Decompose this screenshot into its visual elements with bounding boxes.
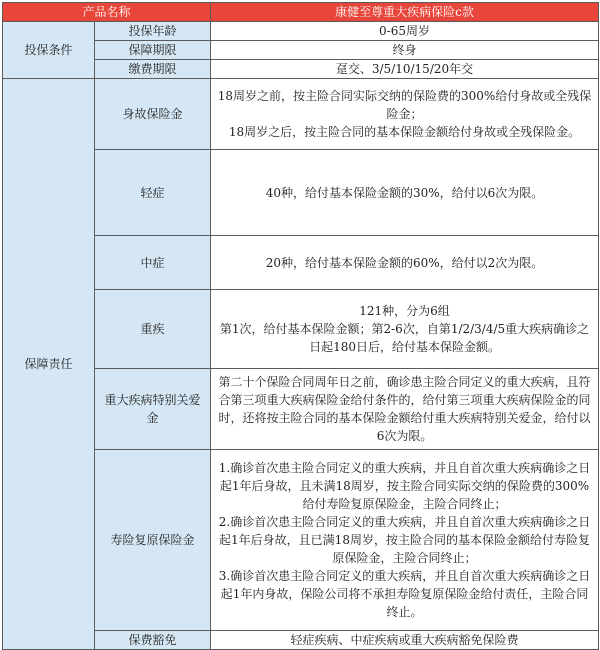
row-item: 保费豁免 [95,631,211,650]
row-item: 轻症 [95,150,211,236]
row-value: 0-65周岁 [211,22,599,41]
section-label-conditions: 投保条件 [3,22,95,79]
row-value: 终身 [211,41,599,60]
row-value: 40种，给付基本保险金额的30%，给付以6次为限。 [211,150,599,236]
row-value: 20种，给付基本保险金额的60%，给付以2次为限。 [211,236,599,290]
header-product-name-label: 产品名称 [3,3,211,22]
row-item: 中症 [95,236,211,290]
row-value: 1.确诊首次患主险合同定义的重大疾病，并且自首次重大疾病确诊之日起1年后身故，且未满18周岁，按主险合同实际交纳的保险费的300%给付寿险复原保险金，主险合同终止； 2.确诊首次患主险合同定义的重大疾病，并且自首次重大疾病确诊之日起1年后身故，且已满18周岁，按主险合同的基本保险金额给付寿险复原保险金，主险合同终止； 3.确诊首次患主险合同定义的重大疾病，并且自首次重大疾病确诊之日起1年内身故，保险公司将不承担寿险复原保险金给付责任，主险合同终止。 [211,450,599,631]
row-item: 寿险复原保险金 [95,450,211,631]
row-item: 保障期限 [95,41,211,60]
row-item: 身故保险金 [95,79,211,150]
header-row [3,3,599,22]
row-value: 18周岁之前，按主险合同实际交纳的保险费的300%给付身故或全残保险金； 18周岁之后，按主险合同的基本保险金额给付身故或全残保险金。 [211,79,599,150]
row-item: 重大疾病特别关爱金 [95,369,211,450]
row-value: 轻症疾病、中症疾病或重大疾病豁免保险费 [211,631,599,650]
row-value: 121种，分为6组 第1次，给付基本保险金额；第2-6次，自第1/2/3/4/5重大疾病确诊之日起180日后，给付基本保险金额。 [211,290,599,369]
row-item: 投保年龄 [95,22,211,41]
row-item: 重疾 [95,290,211,369]
section-label-coverage: 保障责任 [3,79,95,650]
table-row [3,22,599,41]
row-value: 趸交、3/5/10/15/20年交 [211,60,599,79]
insurance-product-table [2,2,599,650]
header-product-name-value: 康健至尊重大疾病保险c款 [211,3,599,22]
table-row [3,79,599,150]
row-item: 缴费期限 [95,60,211,79]
row-value: 第二十个保险合同周年日之前，确诊患主险合同定义的重大疾病，且符合第三项重大疾病保险金给付条件的，给付第三项重大疾病保险金的同时，还将按主险合同的基本保险金额给付重大疾病特别关爱金，给付以6次为限。 [211,369,599,450]
